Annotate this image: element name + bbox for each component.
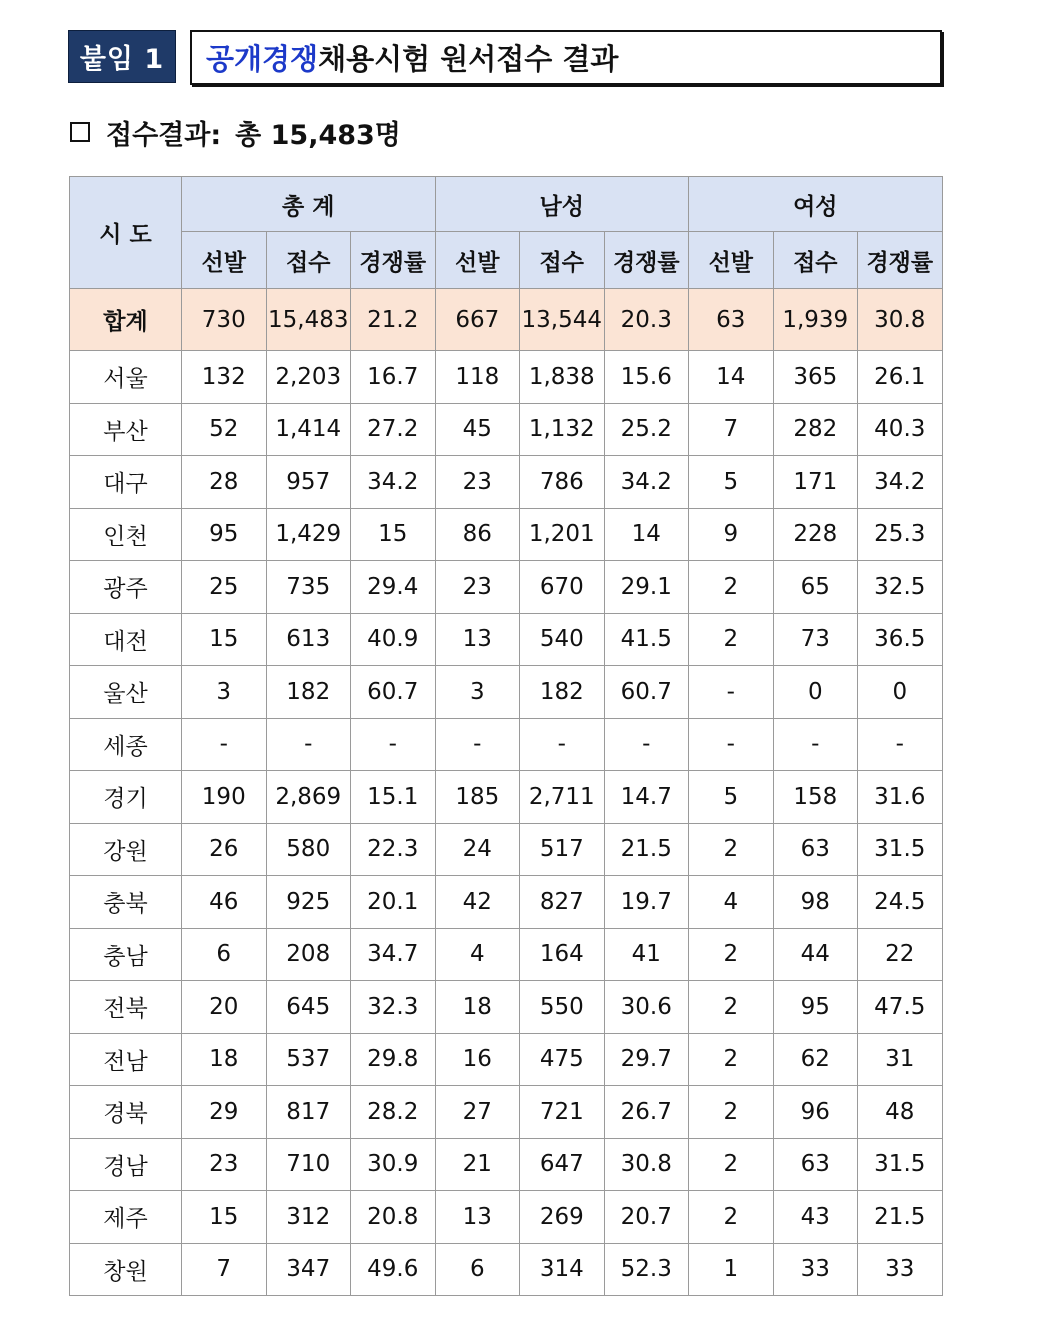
table-row [70,351,943,404]
table-cell: 957 [266,456,351,509]
table-row [70,666,943,719]
table-cell: 7 [689,403,774,456]
document-header [68,30,942,85]
region-cell: 경남 [70,1138,182,1191]
table-cell: 228 [773,508,858,561]
table-cell: 15 [182,613,267,666]
table-row [70,823,943,876]
table-row [70,508,943,561]
table-cell: 0 [858,666,943,719]
table-row [70,403,943,456]
table-cell: 164 [520,928,605,981]
table-cell: 31.5 [858,823,943,876]
subheader-ratio: 경쟁률 [858,232,943,289]
table-row [70,1086,943,1139]
table-cell: 540 [520,613,605,666]
table-cell: 23 [435,561,520,614]
table-cell: 62 [773,1033,858,1086]
table-cell: 36.5 [858,613,943,666]
table-cell: 41.5 [604,613,689,666]
table-cell: 40.3 [858,403,943,456]
region-cell: 전북 [70,981,182,1034]
table-cell: 208 [266,928,351,981]
table-cell: 34.2 [604,456,689,509]
table-cell: 63 [689,289,774,351]
table-cell: 925 [266,876,351,929]
table-cell: 18 [435,981,520,1034]
table-cell: 20.7 [604,1191,689,1244]
table-cell: 29.8 [351,1033,436,1086]
table-cell: 827 [520,876,605,929]
table-cell: 32.5 [858,561,943,614]
group-header-male: 남성 [435,177,689,232]
table-cell: 14 [604,508,689,561]
subheader-applied: 접수 [520,232,605,289]
table-cell: 29.1 [604,561,689,614]
table-cell: 185 [435,771,520,824]
table-row [70,1033,943,1086]
table-cell: 2 [689,561,774,614]
table-cell: 2 [689,981,774,1034]
title-accent: 공개경쟁 [206,42,319,76]
table-cell: 670 [520,561,605,614]
table-cell: 2 [689,823,774,876]
table-cell: 44 [773,928,858,981]
attachment-badge: 붙임 1 [68,30,176,83]
table-cell: 32.3 [351,981,436,1034]
table-cell: 21 [435,1138,520,1191]
table-cell: 45 [435,403,520,456]
table-cell: 158 [773,771,858,824]
table-cell: 735 [266,561,351,614]
table-cell: 29.4 [351,561,436,614]
table-cell: 282 [773,403,858,456]
table-cell: 73 [773,613,858,666]
subheader-selected: 선발 [435,232,520,289]
region-cell: 부산 [70,403,182,456]
table-cell: 1,414 [266,403,351,456]
subheader-applied: 접수 [266,232,351,289]
table-cell: 23 [182,1138,267,1191]
table-cell: 63 [773,823,858,876]
table-cell: 6 [435,1243,520,1296]
table-cell: 269 [520,1191,605,1244]
table-cell: 29 [182,1086,267,1139]
table-cell: 1,939 [773,289,858,351]
table-row [70,928,943,981]
table-cell: 31 [858,1033,943,1086]
table-cell: 2 [689,1191,774,1244]
table-cell: 30.8 [604,1138,689,1191]
table-cell: 49.6 [351,1243,436,1296]
region-cell: 합계 [70,289,182,351]
table-cell: 721 [520,1086,605,1139]
table-cell: 63 [773,1138,858,1191]
table-cell: - [773,718,858,771]
table-cell: - [266,718,351,771]
total-row [70,289,943,351]
table-cell: 98 [773,876,858,929]
table-cell: 2,203 [266,351,351,404]
table-cell: 52 [182,403,267,456]
table-cell: 20.8 [351,1191,436,1244]
table-cell: 15 [182,1191,267,1244]
table-cell: 47.5 [858,981,943,1034]
table-cell: 710 [266,1138,351,1191]
table-cell: 2 [689,1086,774,1139]
table-cell: 52.3 [604,1243,689,1296]
table-cell: 13 [435,613,520,666]
table-cell: 27.2 [351,403,436,456]
table-cell: 132 [182,351,267,404]
table-row [70,1191,943,1244]
table-row [70,718,943,771]
table-cell: 19.7 [604,876,689,929]
table-cell: 9 [689,508,774,561]
table-cell: 667 [435,289,520,351]
table-cell: 5 [689,456,774,509]
table-cell: 26.7 [604,1086,689,1139]
table-cell: 34.7 [351,928,436,981]
region-cell: 세종 [70,718,182,771]
table-cell: 6 [182,928,267,981]
table-cell: 41 [604,928,689,981]
table-cell: 347 [266,1243,351,1296]
table-cell: 5 [689,771,774,824]
table-cell: 25 [182,561,267,614]
table-cell: 65 [773,561,858,614]
table-row [70,613,943,666]
table-cell: 95 [182,508,267,561]
table-cell: 475 [520,1033,605,1086]
table-cell: 28 [182,456,267,509]
subheader-selected: 선발 [182,232,267,289]
table-cell: 15 [351,508,436,561]
table-cell: 34.2 [858,456,943,509]
table-cell: 647 [520,1138,605,1191]
table-cell: 4 [689,876,774,929]
table-row [70,456,943,509]
table-cell: 16.7 [351,351,436,404]
table-cell: 2,869 [266,771,351,824]
table-cell: 26.1 [858,351,943,404]
table-row [70,771,943,824]
table-cell: - [604,718,689,771]
table-cell: - [689,666,774,719]
table-cell: 30.6 [604,981,689,1034]
region-cell: 광주 [70,561,182,614]
table-cell: 21.5 [858,1191,943,1244]
region-cell: 충북 [70,876,182,929]
region-cell: 창원 [70,1243,182,1296]
table-cell: 30.8 [858,289,943,351]
region-cell: 대전 [70,613,182,666]
table-cell: 2 [689,613,774,666]
table-cell: 31.5 [858,1138,943,1191]
table-cell: 15.1 [351,771,436,824]
region-cell: 강원 [70,823,182,876]
table-cell: 22 [858,928,943,981]
region-cell: 대구 [70,456,182,509]
table-cell: 20.1 [351,876,436,929]
table-cell: 13,544 [520,289,605,351]
table-cell: 24 [435,823,520,876]
subheader-selected: 선발 [689,232,774,289]
table-cell: 182 [266,666,351,719]
table-cell: 1,132 [520,403,605,456]
table-row [70,1243,943,1296]
table-cell: 645 [266,981,351,1034]
table-cell: 4 [435,928,520,981]
table-row [70,981,943,1034]
table-row [70,561,943,614]
region-cell: 경기 [70,771,182,824]
region-cell: 충남 [70,928,182,981]
table-cell: 2 [689,1138,774,1191]
table-cell: 3 [435,666,520,719]
table-cell: 25.3 [858,508,943,561]
subheader-applied: 접수 [773,232,858,289]
subheader-ratio: 경쟁률 [604,232,689,289]
table-cell: 15.6 [604,351,689,404]
table-cell: 2,711 [520,771,605,824]
table-cell: 7 [182,1243,267,1296]
table-cell: 28.2 [351,1086,436,1139]
table-cell: 26 [182,823,267,876]
table-cell: 27 [435,1086,520,1139]
table-cell: 46 [182,876,267,929]
table-cell: - [351,718,436,771]
table-cell: 95 [773,981,858,1034]
table-cell: 1,429 [266,508,351,561]
table-cell: 31.6 [858,771,943,824]
region-cell: 전남 [70,1033,182,1086]
table-cell: 25.2 [604,403,689,456]
document-title [190,30,942,85]
table-cell: 60.7 [604,666,689,719]
table-cell: 365 [773,351,858,404]
table-cell: 40.9 [351,613,436,666]
table-cell: 14.7 [604,771,689,824]
results-table [69,176,943,1296]
table-cell: 2 [689,928,774,981]
table-cell: 3 [182,666,267,719]
table-cell: 43 [773,1191,858,1244]
title-rest: 채용시험 원서접수 결과 [318,42,619,76]
table-cell: - [858,718,943,771]
table-cell: 20.3 [604,289,689,351]
table-cell: 30.9 [351,1138,436,1191]
region-cell: 서울 [70,351,182,404]
table-cell: 2 [689,1033,774,1086]
table-cell: 86 [435,508,520,561]
table-cell: 34.2 [351,456,436,509]
table-cell: 22.3 [351,823,436,876]
summary-total: 총 15,483명 [235,119,401,151]
table-cell: 48 [858,1086,943,1139]
checkbox-icon [70,122,90,142]
subheader-ratio: 경쟁률 [351,232,436,289]
table-cell: 33 [858,1243,943,1296]
table-cell: 18 [182,1033,267,1086]
table-cell: - [689,718,774,771]
table-cell: - [182,718,267,771]
table-cell: 817 [266,1086,351,1139]
table-cell: 96 [773,1086,858,1139]
table-cell: 24.5 [858,876,943,929]
subheader-row [70,232,943,289]
table-cell: 13 [435,1191,520,1244]
table-row [70,1138,943,1191]
table-cell: 16 [435,1033,520,1086]
group-header-female: 여성 [689,177,943,232]
table-cell: 42 [435,876,520,929]
table-cell: 190 [182,771,267,824]
table-cell: 33 [773,1243,858,1296]
table-cell: 517 [520,823,605,876]
summary-line [70,112,401,152]
table-cell: 171 [773,456,858,509]
region-header: 시 도 [70,177,182,289]
table-cell: 21.2 [351,289,436,351]
table-cell: 580 [266,823,351,876]
table-cell: 118 [435,351,520,404]
table-cell: 182 [520,666,605,719]
table-cell: 312 [266,1191,351,1244]
table-cell: 21.5 [604,823,689,876]
table-cell: 29.7 [604,1033,689,1086]
table-cell: 1,201 [520,508,605,561]
table-cell: 14 [689,351,774,404]
table-cell: 23 [435,456,520,509]
table-cell: 15,483 [266,289,351,351]
table-cell: 537 [266,1033,351,1086]
table-cell: 786 [520,456,605,509]
table-cell: - [435,718,520,771]
region-cell: 인천 [70,508,182,561]
table-cell: 613 [266,613,351,666]
table-cell: 20 [182,981,267,1034]
region-cell: 울산 [70,666,182,719]
table-cell: 550 [520,981,605,1034]
table-cell: 730 [182,289,267,351]
summary-label: 접수결과: [106,119,222,151]
table-cell: 1 [689,1243,774,1296]
table-cell: 60.7 [351,666,436,719]
table-cell: 1,838 [520,351,605,404]
table-cell: 0 [773,666,858,719]
table-cell: - [520,718,605,771]
table-cell: 314 [520,1243,605,1296]
region-cell: 경북 [70,1086,182,1139]
table-row [70,876,943,929]
group-header-total: 총 계 [182,177,436,232]
region-cell: 제주 [70,1191,182,1244]
